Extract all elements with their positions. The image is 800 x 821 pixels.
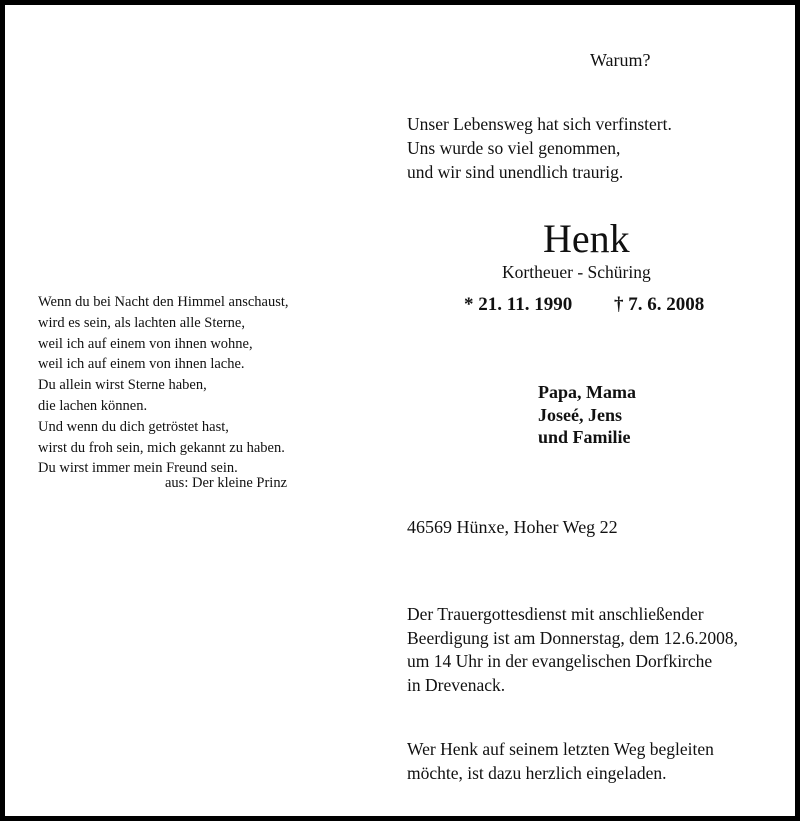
service-line: in Drevenack. <box>407 674 506 695</box>
invitation-line: Wer Henk auf seinem letzten Weg begleiten <box>407 739 714 759</box>
funeral-service-info <box>407 603 738 697</box>
poem-line: Du wirst immer mein Freund sein. <box>38 460 238 477</box>
question-heading: Warum? <box>590 50 651 70</box>
poem-line: wirst du froh sein, mich gekannt zu haben. <box>38 439 285 456</box>
service-line: um 14 Uhr in der evangelischen Dorfkirche <box>407 651 713 671</box>
birth-date: * 21. 11. 1990 <box>464 294 573 315</box>
family-address: 46569 Hünxe, Hoher Weg 22 <box>407 517 618 537</box>
poem-line: die lachen können. <box>38 397 148 414</box>
poem-line: Wenn du bei Nacht den Himmel anschaust, <box>38 294 289 310</box>
death-date: † 7. 6. 2008 <box>614 294 705 315</box>
mourners-list <box>538 381 636 449</box>
mourners-line: und Familie <box>538 427 631 447</box>
poem-quote <box>38 292 289 479</box>
intro-line: Unser Lebensweg hat sich verfinstert. <box>407 114 672 134</box>
mourners-line: Joseé, Jens <box>538 404 622 425</box>
poem-line: wird es sein, als lachten alle Sterne, <box>38 314 245 331</box>
service-line: Beerdigung ist am Donnerstag, dem 12.6.2008, <box>407 627 738 648</box>
mourners-line: Papa, Mama <box>538 382 636 402</box>
invitation-text <box>407 738 714 785</box>
poem-line: Und wenn du dich getröstet hast, <box>38 418 229 435</box>
poem-line: weil ich auf einem von ihnen wohne, <box>38 335 253 352</box>
intro-line: und wir sind unendlich traurig. <box>407 162 624 182</box>
invitation-line: möchte, ist dazu herzlich eingeladen. <box>407 762 667 783</box>
intro-line: Uns wurde so viel genommen, <box>407 138 621 158</box>
poem-line: weil ich auf einem von ihnen lache. <box>38 356 245 373</box>
family-names: Kortheuer - Schüring <box>502 262 651 282</box>
poem-line: Du allein wirst Sterne haben, <box>38 377 207 394</box>
service-line: Der Trauergottesdienst mit anschließender <box>407 604 704 624</box>
deceased-name: Henk <box>543 216 630 261</box>
poem-source: aus: Der kleine Prinz <box>165 475 288 491</box>
intro-text <box>407 112 672 184</box>
